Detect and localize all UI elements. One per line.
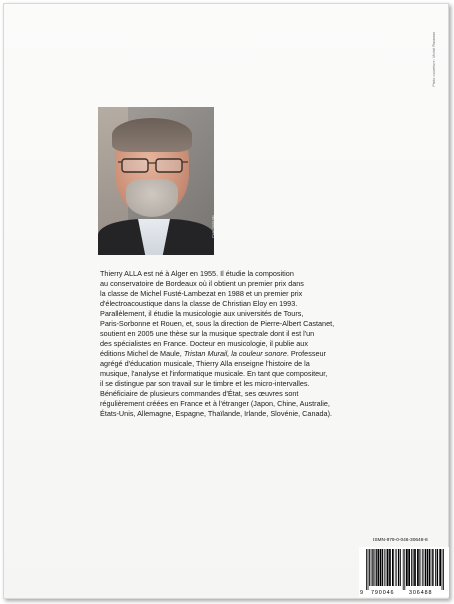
- barcode-digits: 9: [360, 590, 363, 596]
- barcode-bar: [404, 549, 405, 590]
- barcode-bar: [400, 549, 401, 586]
- bio-line: Paris-Sorbonne et Rouen, et, sous la direction de Pierre-Albert Castanet,: [100, 319, 335, 328]
- barcode-bar: [435, 549, 436, 586]
- back-cover: [3, 3, 449, 599]
- barcode-bar: [366, 549, 367, 590]
- barcode-bar: [392, 549, 394, 586]
- bio-line: soutient en 2005 une thèse sur la musique spectrale dont il est l'un: [100, 329, 315, 338]
- barcode: [359, 547, 449, 597]
- barcode-bar: [396, 549, 397, 586]
- book-title: Tristan Murail, la couleur sonore: [183, 349, 287, 358]
- bio-line: Thierry ALLA est né à Alger en 1955. Il étudie la composition: [100, 269, 294, 278]
- barcode-bar: [413, 549, 414, 586]
- barcode-bar: [380, 549, 382, 586]
- bio-line-tail: . Professeur: [286, 349, 326, 358]
- barcode-digits: 306488: [409, 590, 433, 596]
- barcode-bar: [368, 549, 369, 590]
- barcode-bar: [442, 549, 443, 590]
- glasses-icon: [118, 157, 188, 175]
- bio-line: des spécialistes en France. Docteur en musicologie, il publie aux: [100, 339, 308, 348]
- barcode-bar: [376, 549, 377, 586]
- barcode-bar: [369, 549, 370, 586]
- bio-line: éditions Michel de Maule,: [100, 349, 184, 358]
- barcode-bar: [437, 549, 438, 586]
- barcode-bar: [421, 549, 422, 586]
- barcode-bar: [389, 549, 391, 586]
- author-biography: [100, 269, 370, 419]
- barcode-bar: [414, 549, 416, 586]
- author-photo: [98, 107, 214, 255]
- bio-line: au conservatoire de Bordeaux où il obtient un premier prix dans: [100, 279, 304, 288]
- barcode-bar: [403, 549, 404, 590]
- barcode-bar: [419, 549, 420, 586]
- cover-photo-credit: Photo couverture : Michel Plassman: [432, 32, 436, 87]
- bio-line: Bénéficiaire de plusieurs commandes d'État, ses œuvres sont: [100, 389, 299, 398]
- barcode-bar: [375, 549, 376, 586]
- bio-line: Parallèlement, il étudie la musicologie aux universités de Tours,: [100, 309, 304, 318]
- bio-line: il se distingue par son travail sur le timbre et les micro-intervalles.: [100, 379, 310, 388]
- barcode-bar: [411, 549, 412, 586]
- barcode-bar: [377, 549, 379, 586]
- photo-credit: Photo : Cécile Alla: [211, 215, 215, 238]
- barcode-bar: [386, 549, 387, 586]
- barcode-bar: [422, 549, 423, 586]
- bio-line: la classe de Michel Fusté-Lambezat en 1988 et un premier prix: [100, 289, 303, 298]
- barcode-bar: [398, 549, 399, 586]
- barcode-bar: [427, 549, 428, 586]
- bio-line: régulièrement créées en France et à l'étranger (Japon, Chine, Australie,: [100, 399, 330, 408]
- bio-line-with-title: [100, 349, 370, 359]
- author-beard: [126, 179, 178, 217]
- barcode-bar: [382, 549, 383, 586]
- barcode-bar: [417, 549, 419, 586]
- barcode-bar: [387, 549, 389, 586]
- barcode-bar: [425, 549, 427, 586]
- barcode-bar: [395, 549, 396, 586]
- bio-line: musique, l'analyse et l'informatique musicale. En tant que compositeur,: [100, 369, 328, 378]
- bio-line: d'électroacoustique dans la classe de Christian Eloy en 1993.: [100, 299, 298, 308]
- barcode-bar: [372, 549, 373, 586]
- barcode-bar: [439, 549, 441, 586]
- barcode-bar: [429, 549, 431, 586]
- barcode-bar: [384, 549, 385, 586]
- barcode-bar: [408, 549, 410, 586]
- barcode-bar: [406, 549, 408, 586]
- bio-line: agrégé d'éducation musicale, Thierry Alla enseigne l'histoire de la: [100, 359, 310, 368]
- bio-line: États-Unis, Allemagne, Espagne, Thaïlande, Irlande, Slovénie, Canada).: [100, 409, 333, 418]
- ismn-number: ISMN-979-0-046-30648-8: [373, 538, 428, 543]
- barcode-digits: 790046: [371, 590, 395, 596]
- barcode-bar: [373, 549, 374, 586]
- barcode-bar: [433, 549, 434, 586]
- barcode-bar: [443, 549, 444, 590]
- barcode-bar: [432, 549, 433, 586]
- author-hair: [112, 118, 192, 152]
